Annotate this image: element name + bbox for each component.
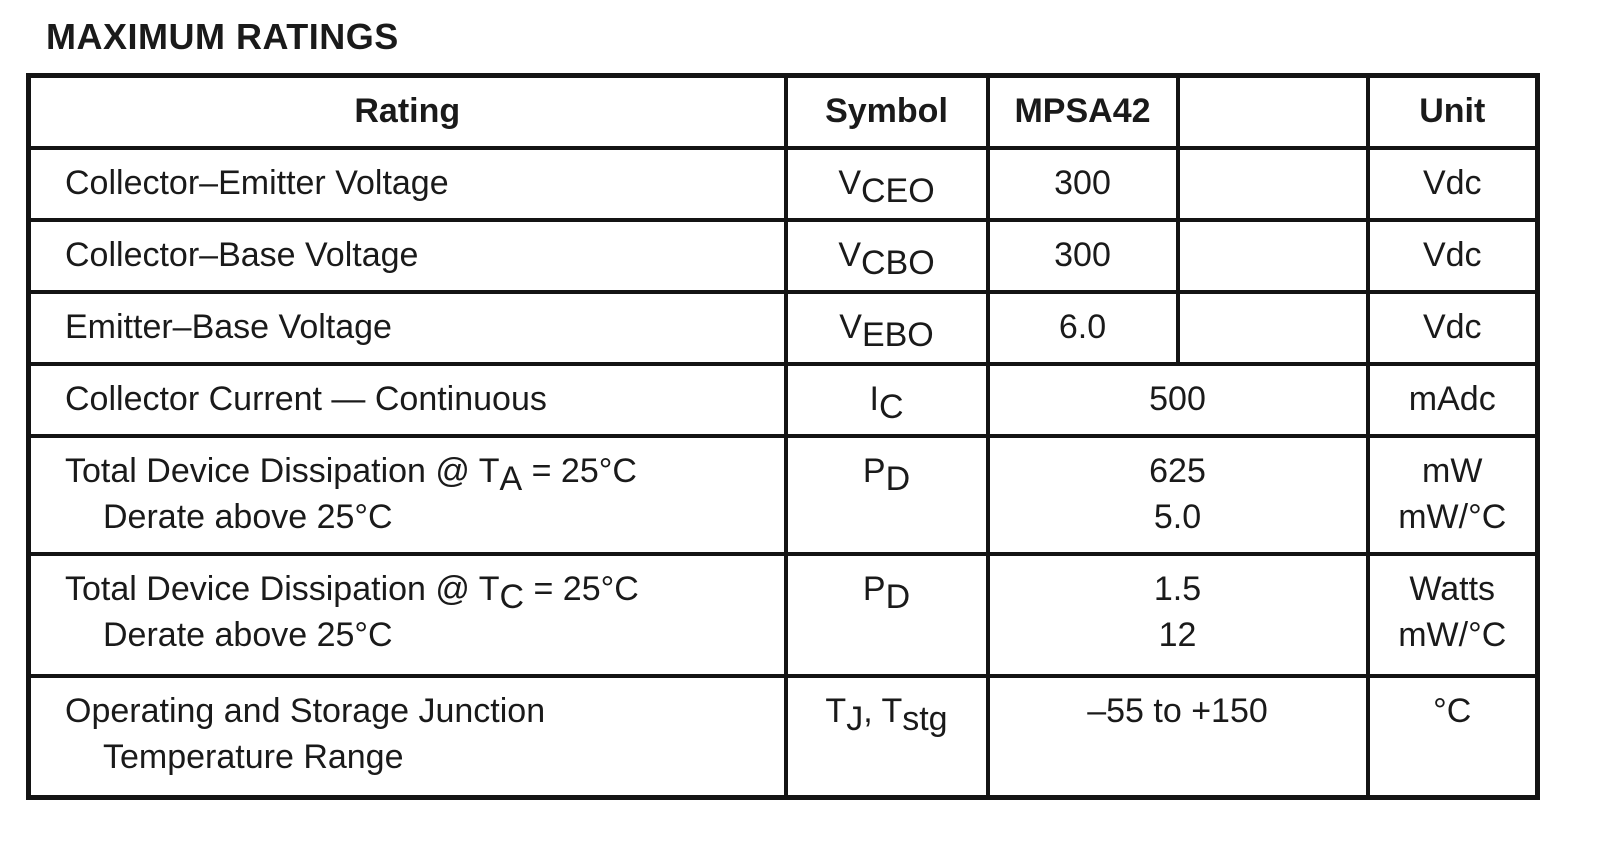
table-row [29, 148, 1538, 220]
rating-sublabel: Derate above 25°C [103, 615, 393, 654]
unit-cell: mW mW/°C [1368, 436, 1538, 554]
rating-label: Operating and Storage Junction Temperature Range [29, 676, 786, 798]
symbol-cell: $P_D$ [786, 554, 988, 676]
value-cell: 625 5.0 [988, 436, 1368, 554]
table-row [29, 554, 1538, 676]
rating-label: Collector–Base Voltage [65, 235, 419, 274]
unit-cell: Vdc [1422, 163, 1482, 202]
rating-label: Emitter–Base Voltage [65, 307, 392, 346]
unit-cell: Watts mW/°C [1368, 554, 1538, 676]
blank-cell [1178, 148, 1368, 220]
header-unit: Unit [1368, 76, 1538, 148]
table-row [29, 436, 1538, 554]
rating-label: Collector Current — Continuous [65, 379, 547, 418]
rating-sublabel: Temperature Range [103, 737, 404, 776]
unit-cell: Vdc [1422, 307, 1482, 346]
value-cell: 300 [1054, 235, 1111, 274]
table-row [29, 676, 1538, 798]
value-cell: –55 to +150 [1087, 691, 1268, 730]
unit-cell: °C [1433, 691, 1472, 730]
rating-label: Total Device Dissipation @ $T_C = 25^\circ C$ Derate above 25°C [29, 554, 786, 676]
value-cell: 300 [1054, 163, 1111, 202]
unit-cell: mAdc [1408, 379, 1496, 418]
symbol-cell: $V_{EBO}$ [786, 292, 988, 364]
table-header-row [29, 76, 1538, 148]
table-row [29, 364, 1538, 436]
symbol-cell: $I_C$ [786, 364, 988, 436]
symbol-cell: $V_{CEO}$ [786, 148, 988, 220]
table-row [29, 292, 1538, 364]
blank-cell [1178, 220, 1368, 292]
symbol-cell: $P_D$ [786, 436, 988, 554]
section-title: MAXIMUM RATINGS [46, 16, 399, 57]
value-cell: 1.5 12 [988, 554, 1368, 676]
value-cell: 500 [1149, 379, 1206, 418]
table-row [29, 220, 1538, 292]
symbol-cell: $T_J$, $T_{stg}$ [786, 676, 988, 798]
header-symbol: Symbol [786, 76, 988, 148]
rating-label: Collector–Emitter Voltage [65, 163, 449, 202]
rating-label: Total Device Dissipation @ $T_A = 25^\circ C$ Derate above 25°C [29, 436, 786, 554]
value-cell: 6.0 [1058, 307, 1107, 346]
symbol-cell: $V_{CBO}$ [786, 220, 988, 292]
header-rating: Rating [29, 76, 786, 148]
unit-cell: Vdc [1422, 235, 1482, 274]
blank-cell [1178, 292, 1368, 364]
header-blank [1178, 76, 1368, 148]
rating-sublabel: Derate above 25°C [103, 497, 393, 536]
header-device: MPSA42 [988, 76, 1178, 148]
maximum-ratings-table [26, 73, 1540, 800]
